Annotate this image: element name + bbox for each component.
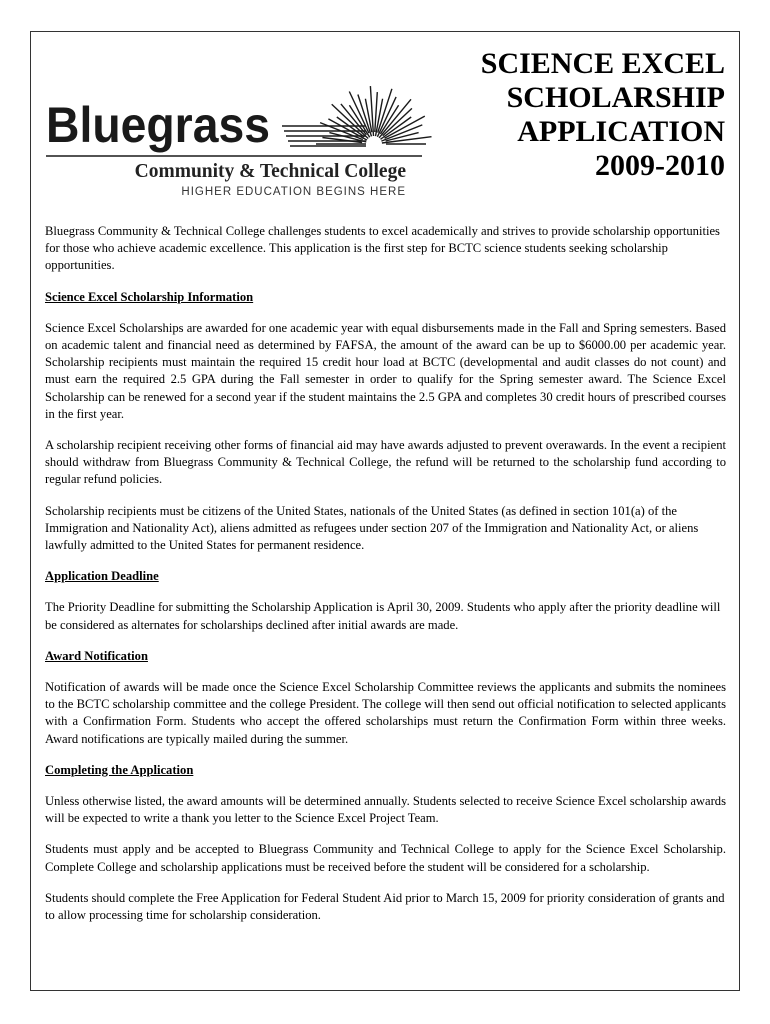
logo-graphic [44, 78, 444, 198]
logo-subtitle: Community & Technical College [134, 161, 406, 182]
title-line-4: 2009-2010 [595, 149, 725, 182]
completing-paragraph-2: Students must apply and be accepted to Bluegrass Community and Technical College to apply for the Science Excel Scholarship. Complete College and scholarship applications must be received before the student will be considered for a scholarship. [45, 842, 726, 874]
award-paragraph: Notification of awards will be made once the Science Excel Scholarship Committee reviews the applicants and submits the nominees to the BCTC scholarship committee and the college President. The college will then send out official notification to selected applicants with a Confirmation Form. Students who accept the offered scholarships must return the Confirmation Form within three weeks. Award notifications are typically mailed during the summer. [45, 680, 726, 746]
info-paragraph-1: Science Excel Scholarships are awarded for one academic year with equal disbursements made in the Fall and Spring semesters. Based on academic talent and financial need as determined by FAFSA, the amount of the award can be up to $6000.00 per academic year. Scholarship recipients must maintain the required 15 credit hour load at BCTC (developmental and audit classes do not count) and must earn the required 2.5 GPA during the Fall semester in order to qualify for the Spring semester award. The Science Excel Scholarship can be renewed for a second year if the student maintains the 2.5 GPA and completes 30 credit hours of prescribed courses in the first year. [45, 320, 726, 421]
deadline-paragraph: The Priority Deadline for submitting the Scholarship Application is April 30, 2009. Students who apply after the priority deadline will be considered as alternates for scholarships declined after initial awards are made. [45, 600, 721, 632]
info-paragraph-3: Scholarship recipients must be citizens of the United States, nationals of the United States (as defined in section 101(a) of the Immigration and Nationality Act), aliens admitted as refugees under section 207 of the Immigration and Nationality Act, or aliens lawfully admitted to the United States for permanent residence. [45, 503, 699, 553]
logo-tagline: HIGHER EDUCATION BEGINS HERE [181, 186, 406, 198]
college-logo [44, 78, 444, 198]
section-heading-award: Award Notification [45, 648, 148, 663]
completing-paragraph-1: Unless otherwise listed, the award amounts will be determined annually. Students selected to receive Science Excel scholarship awards will be expected to write a thank you letter to the Science Excel Project Team. [45, 794, 726, 826]
title-line-1: SCIENCE EXCEL [480, 47, 725, 80]
sunburst-icon [282, 86, 432, 146]
document-title [425, 47, 725, 183]
title-line-3: APPLICATION [517, 115, 725, 148]
completing-paragraph-3: Students should complete the Free Application for Federal Student Aid prior to March 15, 2009 for priority consideration of grants and to allow processing time for scholarship consideration. [45, 890, 725, 923]
logo-wordmark: Bluegrass [46, 97, 270, 153]
document-body [45, 223, 726, 938]
intro-paragraph: Bluegrass Community & Technical College challenges students to excel academically and strives to provide scholarship opportunities for those who achieve academic excellence. This application is the first step for BCTC science students seeking scholarship opportunities. [45, 224, 720, 273]
section-heading-deadline: Application Deadline [45, 569, 159, 584]
sunburst-ray [385, 116, 425, 138]
title-line-2: SCHOLARSHIP [506, 81, 725, 114]
section-heading-info: Science Excel Scholarship Information [45, 289, 254, 304]
info-paragraph-2: A scholarship recipient receiving other forms of financial aid may have awards adjusted to prevent overawards. In the event a recipient should withdraw from Bluegrass Community & Technical College, the refund will be returned to the scholarship fund according to regular refund policies. [45, 438, 726, 487]
section-heading-completing: Completing the Application [45, 762, 194, 777]
